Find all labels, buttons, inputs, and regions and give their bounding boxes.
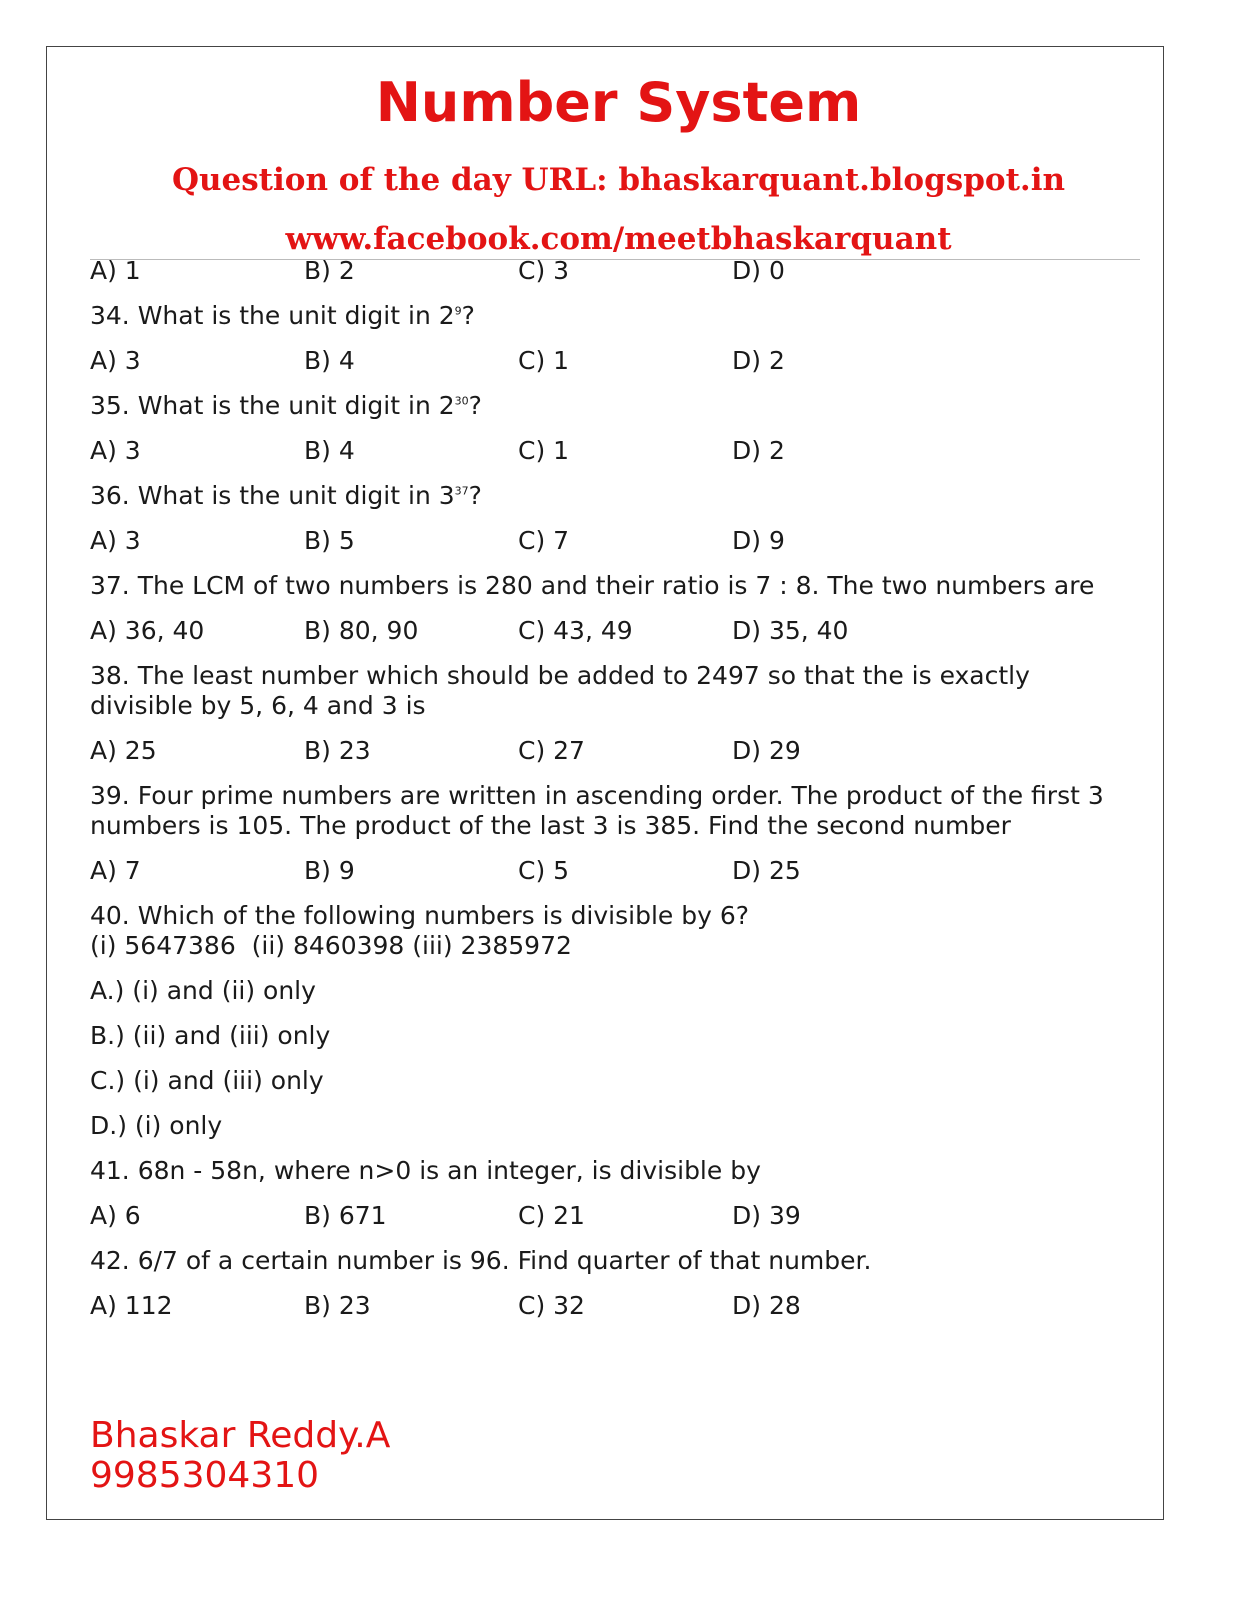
options-row-36: [90, 526, 1150, 556]
question-34: 34. What is the unit digit in $2^9$?: [90, 301, 475, 330]
option-c: C) 27: [518, 736, 585, 765]
option-a: A) 3: [90, 526, 141, 555]
option-c: C) 7: [518, 526, 570, 555]
question-39: 39. Four prime numbers are written in ascending order. The product of the first 3 numbers is 105. The product of the last 3 is 385. Find the second number: [90, 781, 1104, 840]
blog-url-line: Question of the day URL: bhaskarquant.blogspot.in: [171, 162, 1066, 198]
author-block: [90, 1416, 390, 1496]
options-row-prev: [90, 256, 1150, 286]
option-a: A.) (i) and (ii) only: [90, 976, 316, 1005]
options-row-39: [90, 856, 1150, 886]
option-c: C) 1: [518, 436, 570, 465]
option-b: B) 4: [304, 346, 355, 375]
option-c: C) 3: [518, 256, 570, 285]
exponent: 30: [454, 394, 469, 408]
option-c: C) 32: [518, 1291, 585, 1320]
question-41: 41. 68n - 58n, where n>0 is an integer, is divisible by: [90, 1156, 761, 1185]
options-row-38: [90, 736, 1150, 766]
option-d: D) 29: [732, 736, 801, 765]
exponent: 37: [454, 484, 469, 498]
option-b: B) 4: [304, 436, 355, 465]
option-a: A) 3: [90, 436, 141, 465]
option-d: D) 9: [732, 526, 785, 555]
option-b: B) 80, 90: [304, 616, 419, 645]
option-d: D) 28: [732, 1291, 801, 1320]
option-a: A) 25: [90, 736, 157, 765]
option-d: D) 39: [732, 1201, 801, 1230]
option-a: A) 3: [90, 346, 141, 375]
option-b: B) 23: [304, 736, 371, 765]
option-d: D) 0: [732, 256, 785, 285]
facebook-url-line: www.facebook.com/meetbhaskarquant: [285, 221, 952, 257]
options-row-42: [90, 1291, 1150, 1321]
option-c: C) 1: [518, 346, 570, 375]
option-b: B) 9: [304, 856, 355, 885]
question-36: 36. What is the unit digit in $3^{37}$?: [90, 481, 482, 510]
option-a: A) 6: [90, 1201, 141, 1230]
page-title: Number System: [375, 71, 862, 134]
option-b: B) 23: [304, 1291, 371, 1320]
option-c: C) 21: [518, 1201, 585, 1230]
options-row-34: [90, 346, 1150, 376]
option-c: C.) (i) and (iii) only: [90, 1066, 324, 1095]
option-a: A) 1: [90, 256, 141, 285]
options-row-35: [90, 436, 1150, 466]
option-b: B) 671: [304, 1201, 387, 1230]
option-c: C) 5: [518, 856, 570, 885]
option-d: D) 2: [732, 346, 785, 375]
option-d: D) 35, 40: [732, 616, 849, 645]
question-35: 35. What is the unit digit in $2^{30}$?: [90, 391, 482, 420]
option-a: A) 7: [90, 856, 141, 885]
exponent: 9: [454, 304, 462, 318]
option-a: A) 112: [90, 1291, 173, 1320]
option-c: C) 43, 49: [518, 616, 633, 645]
question-37: 37. The LCM of two numbers is 280 and their ratio is 7 : 8. The two numbers are: [90, 571, 1095, 600]
question-40: 40. Which of the following numbers is divisible by 6? (i) 5647386 (ii) 8460398 (iii) 2385972: [90, 901, 750, 960]
option-b: B) 5: [304, 526, 355, 555]
question-list: [90, 256, 1150, 1336]
option-d: D.) (i) only: [90, 1111, 223, 1140]
option-d: D) 25: [732, 856, 801, 885]
option-b: B) 2: [304, 256, 355, 285]
author-name: Bhaskar Reddy.A: [90, 1415, 391, 1456]
question-38: 38. The least number which should be added to 2497 so that the is exactly divisible by 5, 6, 4 and 3 is: [90, 661, 1030, 720]
question-42: 42. 6/7 of a certain number is 96. Find quarter of that number.: [90, 1246, 872, 1275]
options-row-41: [90, 1201, 1150, 1231]
options-row-37: [90, 616, 1150, 646]
option-b: B.) (ii) and (iii) only: [90, 1021, 331, 1050]
author-phone: 9985304310: [90, 1455, 320, 1496]
option-d: D) 2: [732, 436, 785, 465]
option-a: A) 36, 40: [90, 616, 205, 645]
